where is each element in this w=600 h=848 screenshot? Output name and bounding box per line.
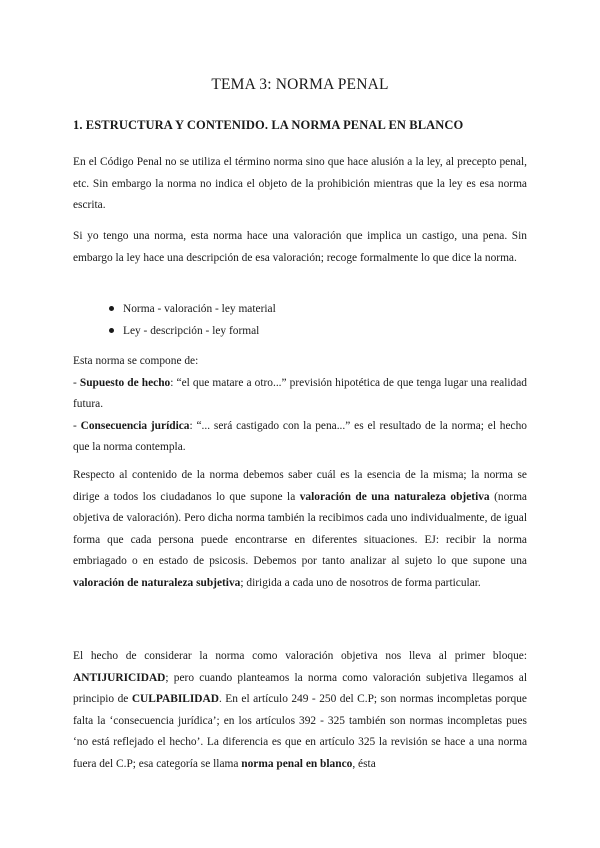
- bullet-list: [109, 298, 276, 342]
- p3-text-a: Respecto al contenido de la norma debemos saber cuál es la esencia de la misma; la norma se dirige a todos los ciudadanos lo que supone la: [73, 469, 527, 503]
- bullet-icon: [109, 328, 114, 333]
- p3-text-c: (norma objetiva de valoración). Pero dicha norma también la recibimos cada uno individualmente, de igual forma que cada persona puede encontrarse en diferentes situaciones. EJ: recibir la norma embriagado o en estado de psicosis. Debemos por tanto analizar al sujeto lo que supone una: [73, 490, 527, 567]
- paragraph-4: [73, 646, 527, 775]
- p4-text-c: ; pero cuando planteamos la norma como valoración subjetiva llegamos al principio de: [73, 671, 527, 705]
- paragraph-1: En el Código Penal no se utiliza el término norma sino que hace alusión a la ley, al precepto penal, etc. Sin embargo la norma no indica el objeto de la prohibición mientras que la ley es esa norma escrita.: [73, 156, 527, 211]
- p4-text-g: , ésta: [352, 757, 376, 770]
- p4-bold-culpabilidad: CULPABILIDAD: [131, 693, 219, 705]
- supuesto-item: - Supuesto de hecho: “el que matare a otro...” previsión hipotética de que tenga lugar una realidad futura.: [73, 376, 527, 410]
- p4-text-a: El hecho de considerar la norma como valoración objetiva nos lleva al primer bloque:: [73, 650, 527, 662]
- supuesto-text: : “el que matare a otro...” previsión hipotética de que tenga lugar una realidad futura.: [73, 376, 527, 410]
- p4-bold-norma-blanco: norma penal en blanco: [241, 757, 353, 770]
- list-item: [109, 320, 276, 342]
- list-item-text: Ley - descripción - ley formal: [123, 325, 260, 337]
- supuesto-term: Supuesto de hecho: [79, 376, 171, 389]
- consecuencia-item: - Consecuencia jurídica: “... será castigado con la pena...” es el resultado de la norma; el hecho que la norma contempla.: [73, 419, 527, 453]
- p4-text-e: . En el artículo 249 - 250 del C.P; son normas incompletas porque falta la ‘consecuencia jurídica’; en los artículos 392 - 325 también son normas incompletas pues ‘no está reflejado el hecho’. La diferencia es que en artículo 325 la revisión se hace a una norma fuera del C.P; esa categoría se llama: [73, 693, 527, 770]
- list-item-text: Norma - valoración - ley material: [123, 303, 276, 315]
- page-title: TEMA 3: NORMA PENAL: [211, 76, 389, 93]
- section-heading: 1. ESTRUCTURA Y CONTENIDO. LA NORMA PENAL EN BLANCO: [73, 118, 464, 132]
- components-intro: Esta norma se compone de:: [73, 355, 199, 367]
- components-block: [73, 351, 527, 459]
- p4-bold-antijuricidad: ANTIJURICIDAD: [73, 671, 166, 684]
- paragraph-3: [73, 465, 527, 594]
- p3-bold-objetiva: valoración de una naturaleza objetiva: [299, 490, 490, 503]
- paragraph-2: Si yo tengo una norma, esta norma hace una valoración que implica un castigo, una pena. Sin embargo la ley hace una descripción de esa valoración; recoge formalmente lo que dice la norma.: [73, 230, 527, 264]
- consecuencia-text: : “... será castigado con la pena...” es el resultado de la norma; el hecho que la norma contempla.: [73, 419, 527, 453]
- consecuencia-term: Consecuencia jurídica: [80, 419, 190, 432]
- p3-text-e: ; dirigida a cada uno de nosotros de forma particular.: [240, 576, 481, 589]
- bullet-icon: [109, 306, 114, 311]
- p3-bold-subjetiva: valoración de naturaleza subjetiva: [73, 576, 241, 589]
- list-item: [109, 298, 276, 320]
